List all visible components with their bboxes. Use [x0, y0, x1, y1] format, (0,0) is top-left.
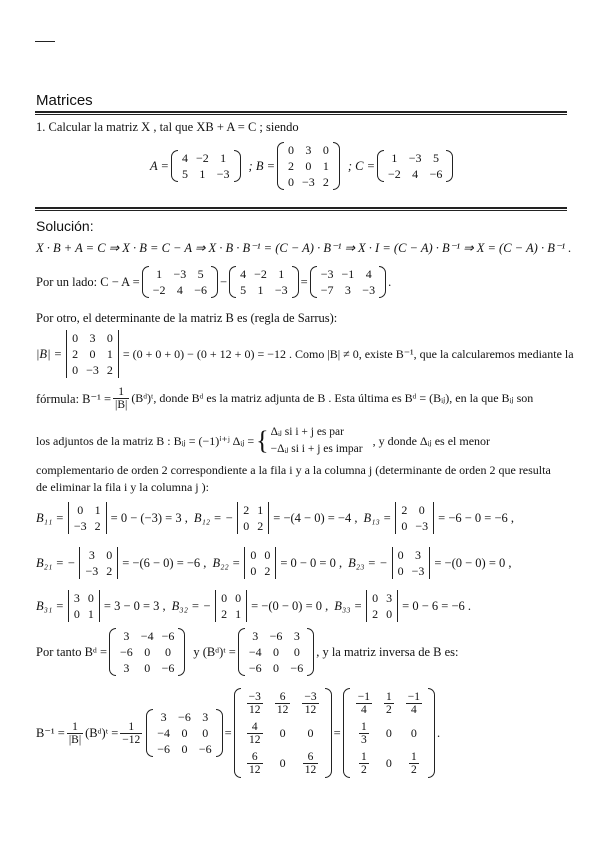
matrix-cell: −6 [429, 166, 443, 181]
matrix-cell: −2 [195, 150, 209, 165]
matrix-cell: 0 [397, 547, 404, 562]
matrix-cell: 1 [235, 606, 242, 621]
matrix-cell: −6 [198, 741, 212, 756]
matrix-cell: 1 [156, 266, 163, 281]
matrix-cell: −3 [302, 174, 315, 189]
matrix-cell: 2 [243, 502, 250, 517]
cofactor-result: = 0 − 0 = 0 , [280, 555, 343, 570]
matrix-cell: 0 [235, 590, 242, 605]
matrix-cell: 0 [279, 725, 286, 740]
matrix-cell: −3 [85, 563, 99, 578]
det-text: = (0 + 0 + 0) − (0 + 12 + 0) = −12 . Como |B| ≠ 0, existe B⁻¹, que la calcularemos mediante la [122, 346, 574, 361]
formula-label: fórmula: B⁻¹ = [36, 391, 112, 406]
matrix-cell: 1 [322, 158, 329, 173]
matrix-cell: 4 [181, 150, 188, 165]
cofactor-minor [66, 502, 109, 534]
inv-fraction-2: $\frac{1}{-12}$ [122, 720, 141, 746]
matrix-cell: 0 [293, 644, 300, 659]
cofactor-minor [235, 502, 271, 534]
adjuntos-line [36, 424, 490, 458]
matrix-cell: 0 [89, 346, 96, 361]
matrix-cell: −3 [173, 266, 187, 281]
matrix-cell: 0 [397, 563, 404, 578]
matrix-cell: 0 [307, 725, 314, 740]
matrix-cell: 0 [106, 547, 113, 562]
matrix-cell: −3 [411, 563, 425, 578]
matrix-cell: 4 [240, 266, 247, 281]
matrix-cell: 0 [106, 330, 113, 345]
cofactor-result: = −6 − 0 = −6 , [438, 510, 515, 525]
matrix-cell: 0 [418, 502, 425, 517]
por-otro-text: Por otro, el determinante de la matriz B es (regla de Sarrus): [36, 311, 338, 325]
matrix-cell: −3 [415, 518, 429, 533]
matrix-cell: 0 [385, 725, 392, 740]
matrix-cell: 2 [322, 174, 329, 189]
determinant-line [36, 330, 574, 378]
matrix-cell: $\frac{-1}{4}$ [357, 690, 370, 716]
por-un-lado-label: Por un lado: C − A = [36, 274, 140, 289]
inverse-line [36, 688, 440, 778]
complement-text: complementario de orden 2 correspondiente a la fila i y a la columna j (determinante de orden 2 que resulta [36, 463, 551, 477]
matrix-cell: 3 [386, 590, 393, 605]
matrix-cell: −3 [274, 282, 288, 297]
matrix-cell: $\frac{-1}{4}$ [407, 690, 420, 716]
matrix-cell: $\frac{-3}{12}$ [304, 690, 317, 716]
equals-1: = [224, 725, 232, 740]
cofactor-result: = −(6 − 0) = −6 , [122, 555, 207, 570]
adj-after: , y donde Δᵢⱼ es el menor [372, 433, 491, 448]
cofactor-result: = 0 − 6 = −6 . [402, 598, 471, 613]
matrix-cell: 0 [288, 142, 295, 157]
matrix-cell: 0 [322, 142, 329, 157]
matrix-cell: −4 [248, 644, 262, 659]
portanto-label: Por tanto Bᵈ = [36, 644, 108, 659]
matrix-cell: 4 [365, 266, 372, 281]
case-even: Δᵢⱼ si i + j es par [270, 426, 344, 438]
cofactor-label: B₂₂ = [212, 555, 241, 570]
matrix-cell: 3 [252, 628, 259, 643]
cofactor-minor [393, 502, 436, 534]
inv-mid: (Bᵈ)ᵗ = [85, 725, 119, 740]
cofactor-label: B₁₁ = [36, 510, 64, 525]
matrix-C-repeat [142, 266, 218, 298]
matrix-cell: 0 [264, 547, 271, 562]
matrix-cell: 0 [273, 644, 280, 659]
matrix-cell: 3 [89, 330, 96, 345]
case-odd: −Δᵢⱼ si i + j es impar [270, 443, 363, 455]
inv-label: B⁻¹ = [36, 726, 65, 740]
matrix-cell: $\frac{4}{12}$ [249, 720, 261, 746]
matrix-cell: 0 [72, 362, 79, 377]
formula-rest: (Bᵈ)ᵗ, donde Bᵈ es la matriz adjunta de B . Esta última es Bᵈ = (Bᵢⱼ), en la que Bᵢⱼ son [131, 391, 534, 405]
cofactor-row-1 [36, 502, 514, 534]
matrix-cell: −2 [152, 282, 166, 297]
matrix-cell: −4 [157, 725, 171, 740]
complement-text-2: de eliminar la fila i y la columna j ): [36, 480, 209, 494]
matrix-cell: 3 [305, 142, 312, 157]
equals-sign: = [300, 274, 308, 289]
matrix-cell: 2 [106, 563, 113, 578]
cofactor-minor [66, 590, 102, 622]
matrix-cell: 4 [176, 282, 183, 297]
matrix-Bdt-repeat [146, 709, 222, 757]
matrix-cell: 0 [243, 518, 250, 533]
matrix-fractions [234, 688, 332, 778]
matrix-cell: 0 [401, 518, 408, 533]
cofactor-minor [364, 590, 400, 622]
matrix-cell: 0 [250, 547, 257, 562]
matrix-cell: 3 [123, 660, 130, 675]
matrix-cell: −6 [269, 628, 283, 643]
matrix-cell: 5 [197, 266, 204, 281]
matrix-cell: 2 [72, 346, 79, 361]
matrix-cell: −1 [341, 266, 355, 281]
matrix-cell: 0 [87, 590, 94, 605]
inv-text: , y la matriz inversa de B es: [316, 644, 459, 659]
matrix-cell: 3 [202, 709, 209, 724]
matrix-cell: 2 [288, 158, 295, 173]
matrix-cell: $\frac{6}{12}$ [249, 750, 261, 776]
cofactor-label: B₁₃ = [363, 510, 392, 525]
matrix-cell: −6 [194, 282, 208, 297]
cofactor-row-2 [36, 547, 512, 579]
matrix-C [377, 150, 453, 182]
matrix-cell: 1 [220, 150, 227, 165]
cofactor-label: B₃₂ = − [171, 598, 212, 613]
matrix-cell: 1 [278, 266, 285, 281]
matrix-cell: 0 [144, 644, 151, 659]
matrix-cell: 2 [94, 518, 101, 533]
matrix-cell: 4 [412, 166, 419, 181]
matrix-cell: 0 [305, 158, 312, 173]
matrix-cell: 1 [106, 346, 113, 361]
matrix-cell: 5 [432, 150, 439, 165]
matrix-cell: 0 [221, 590, 228, 605]
matrix-cell: −6 [248, 660, 262, 675]
cases-brace: { [256, 426, 269, 455]
matrix-cell: 0 [410, 725, 417, 740]
matrix-cell: 1 [87, 606, 94, 621]
matrix-cell: 0 [372, 590, 379, 605]
formula-fraction: $\frac{1}{|B|}$ [115, 386, 128, 411]
matrix-cell: −3 [320, 266, 334, 281]
solution-title: Solución: [36, 218, 94, 234]
matrix-cell: −4 [140, 628, 154, 643]
det-label: |B| = [36, 346, 63, 361]
matrix-cell: 3 [73, 590, 80, 605]
matrix-cell: 2 [221, 606, 228, 621]
derivation-line: X · B + A = C ⇒ X · B = C − A ⇒ X · B · B⁻¹ = (C − A) · B⁻¹ ⇒ X · I = (C − A) · B⁻¹ ⇒ X = (C − A) · B⁻¹ . [36, 241, 572, 255]
matrix-cell: 0 [385, 755, 392, 770]
cofactor-result: = −(4 − 0) = −4 , [273, 510, 358, 525]
matrix-cell: $\frac{6}{12}$ [304, 750, 317, 776]
matrix-cell: 2 [106, 362, 113, 377]
matrix-cell: 0 [77, 502, 84, 517]
matrix-cell: 0 [164, 644, 171, 659]
matrix-cell: 0 [73, 606, 80, 621]
matrix-cell: −6 [157, 741, 171, 756]
matrix-cell: −3 [216, 166, 230, 181]
matrix-cell: 1 [257, 502, 264, 517]
matrix-cell: $\frac{1}{2}$ [410, 750, 417, 776]
label-A: A = [150, 158, 169, 173]
formula-line [36, 386, 533, 411]
matrix-cell: −2 [388, 166, 401, 181]
cases [271, 424, 363, 458]
cofactor-result: = 3 − 0 = 3 , [103, 598, 166, 613]
matrix-cell: 0 [288, 174, 295, 189]
final-period: . [436, 725, 441, 740]
cofactor-label: B₃₃ = [334, 598, 363, 613]
matrix-cell: −6 [120, 644, 133, 659]
matrix-cell: 3 [414, 547, 421, 562]
matrix-cell: $\frac{1}{2}$ [360, 750, 367, 776]
matrix-Bd [109, 628, 185, 676]
c-minus-a-line [36, 266, 391, 298]
cofactor-minor [390, 547, 433, 579]
solution-rule-top [35, 207, 567, 209]
matrix-A [171, 150, 241, 182]
matrix-cell: −3 [408, 150, 422, 165]
determinant-B [64, 330, 121, 378]
matrix-Bdt [238, 628, 314, 676]
matrix-A-repeat [229, 266, 299, 298]
label-B: ; B = [248, 158, 276, 173]
matrix-cell: 3 [293, 628, 300, 643]
matrix-cell: $\frac{1}{3}$ [360, 720, 367, 746]
matrix-cell: 2 [264, 563, 271, 578]
solution-rule-bottom [35, 210, 567, 211]
matrix-cell: 5 [181, 166, 188, 181]
matrix-cell: 2 [257, 518, 264, 533]
minus-sign: − [220, 274, 228, 289]
section-rule-top [35, 111, 567, 113]
matrix-cell: 0 [279, 755, 286, 770]
cofactor-label: B₁₂ = − [193, 510, 234, 525]
matrix-cell: 0 [181, 725, 188, 740]
matrix-cell: −6 [161, 628, 175, 643]
matrix-cell: −2 [254, 266, 267, 281]
matrix-cell: −7 [320, 282, 334, 297]
section-rule-bottom [35, 114, 567, 115]
matrix-cell: 0 [386, 606, 393, 621]
matrix-cell: 3 [123, 628, 130, 643]
label-C: ; C = [347, 158, 375, 173]
matrix-cell: 2 [401, 502, 408, 517]
cofactor-label: B₂₁ = − [36, 555, 76, 570]
cofactor-result: = 0 − (−3) = 3 , [110, 510, 188, 525]
matrix-cell: 1 [257, 282, 264, 297]
matrix-cell: $\frac{-3}{12}$ [248, 690, 261, 716]
matrix-cell: 0 [181, 741, 188, 756]
problem-statement: 1. Calcular la matriz X , tal que XB + A = C ; siendo [36, 120, 299, 134]
matrix-C-minus-A [310, 266, 386, 298]
matrix-B [277, 142, 340, 190]
cofactor-label: B₂₃ = − [348, 555, 388, 570]
matrix-cell: 0 [202, 725, 209, 740]
matrix-cell: −3 [73, 518, 87, 533]
matrix-cell: −3 [362, 282, 376, 297]
matrix-cell: 0 [273, 660, 280, 675]
matrix-cell: 2 [372, 606, 379, 621]
cofactor-result: = −(0 − 0) = 0 , [251, 598, 329, 613]
y-label: y (Bᵈ)ᵗ = [193, 644, 236, 659]
matrix-cell: −6 [161, 660, 175, 675]
cofactor-row-3 [36, 590, 471, 622]
inv-neg: −12 [122, 733, 141, 746]
matrix-cell: 0 [72, 330, 79, 345]
matrix-cell: −6 [290, 660, 304, 675]
section-title: Matrices [36, 92, 93, 109]
cofactor-minor [213, 590, 249, 622]
cofactor-result: = −(0 − 0) = 0 , [434, 555, 512, 570]
matrix-cell: 1 [391, 150, 398, 165]
problem-matrices [150, 142, 455, 190]
period: . [388, 274, 392, 289]
matrix-cell: −6 [178, 709, 191, 724]
cofactor-minor [77, 547, 120, 579]
matrix-cell: $\frac{1}{2}$ [385, 690, 392, 716]
matrix-inverse-final [343, 688, 435, 778]
adj-intro: los adjuntos de la matriz B : Bᵢⱼ = (−1)ⁱ⁺ʲ Δᵢⱼ = [36, 433, 255, 448]
matrix-cell: 3 [160, 709, 167, 724]
matrix-cell: −3 [86, 362, 99, 377]
inv-fraction-1: $\frac{1}{|B|}$ [68, 720, 82, 746]
matrix-cell: 3 [88, 547, 95, 562]
matrix-cell: 3 [344, 282, 351, 297]
matrix-cell: 5 [240, 282, 247, 297]
matrix-cell: 1 [94, 502, 101, 517]
adjoint-line [36, 628, 459, 676]
cofactor-minor [242, 547, 278, 579]
matrix-cell: 0 [250, 563, 257, 578]
matrix-cell: 1 [199, 166, 206, 181]
header-dash [35, 41, 55, 42]
matrix-cell: $\frac{6}{12}$ [276, 690, 289, 716]
cofactor-label: B₃₁ = [36, 598, 64, 613]
matrix-cell: 0 [144, 660, 151, 675]
equals-2: = [333, 725, 341, 740]
